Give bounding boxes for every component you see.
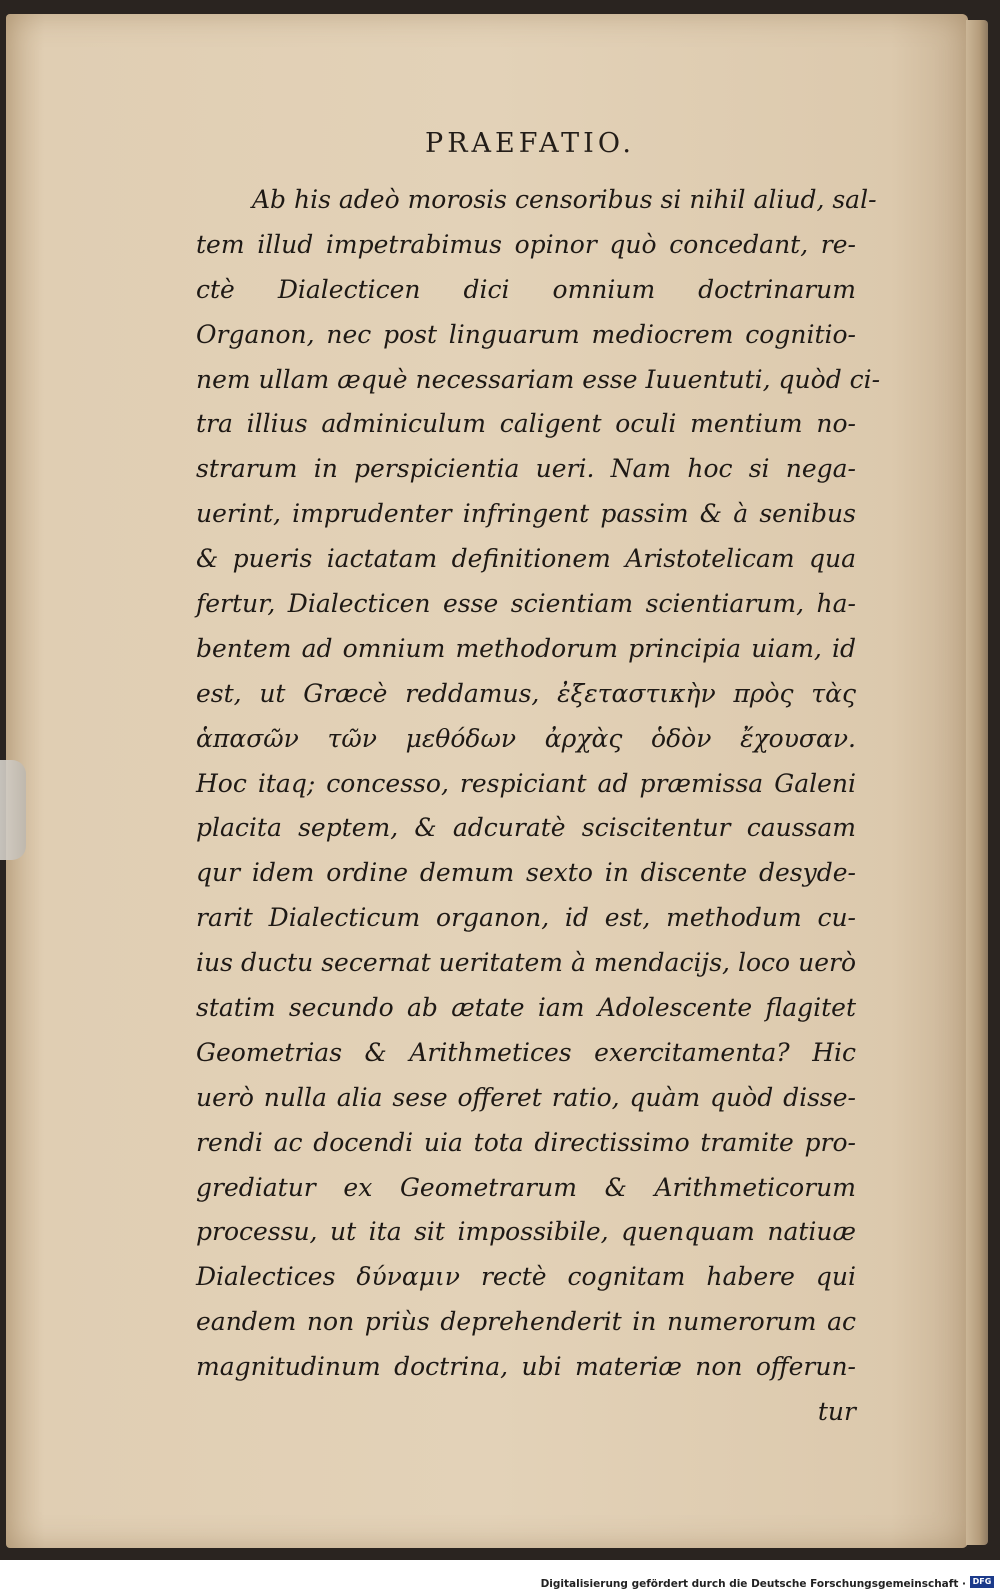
dfg-logo: DFG bbox=[970, 1576, 994, 1588]
text-line: eandem non priùs deprehenderit in numerorum ac bbox=[196, 1307, 856, 1337]
text-line: tra illius adminiculum caligent oculi mentium no- bbox=[196, 409, 856, 439]
text-line: grediatur ex Geometrarum & Arithmeticorum bbox=[196, 1172, 856, 1202]
text-line: bentem ad omnium methodorum principia uiam, id bbox=[196, 633, 856, 663]
text-line: Hoc itaq; concesso, respiciant ad præmissa Galeni bbox=[196, 768, 856, 798]
text-line: est, ut Græcè reddamus, ἐξεταστικὴν πρὸς τὰς bbox=[196, 678, 856, 708]
text-line: placita septem, & adcuratè sciscitentur caussam bbox=[196, 813, 856, 843]
text-line: ctè Dialecticen dici omnium doctrinarum bbox=[196, 274, 856, 304]
text-line: uerint, imprudenter infringent passim & à senibus bbox=[196, 499, 856, 529]
clasp-strap bbox=[0, 760, 26, 860]
text-line: Dialectices δύναμιν rectè cognitam habere qui bbox=[196, 1262, 856, 1292]
text-line: Geometrias & Arithmetices exercitamenta? Hic bbox=[196, 1037, 856, 1067]
page-edge bbox=[966, 20, 988, 1545]
text-line: qur idem ordine demum sexto in discente desyde- bbox=[196, 858, 856, 888]
text-line: Ab his adeò morosis censoribus si nihil aliud, sal- bbox=[252, 185, 877, 214]
text-line: statim secundo ab ætate iam Adolescente flagitet bbox=[196, 993, 856, 1023]
catchword: tur bbox=[817, 1397, 856, 1427]
text-line: Organon, nec post linguarum mediocrem cognitio- bbox=[196, 319, 856, 349]
body-text bbox=[196, 178, 881, 1435]
funding-credit: Digitalisierung gefördert durch die Deutsche Forschungsgemeinschaft · bbox=[540, 1578, 966, 1590]
text-line: strarum in perspicientia ueri. Nam hoc si nega- bbox=[196, 454, 856, 484]
text-line: magnitudinum doctrina, ubi materiæ non offerun- bbox=[196, 1352, 856, 1382]
text-line: tem illud impetrabimus opinor quò concedant, re- bbox=[196, 229, 856, 259]
page-heading: PRAEFATIO. bbox=[425, 128, 635, 159]
text-line: ius ductu secernat ueritatem à mendacijs, loco uerò bbox=[196, 948, 856, 978]
text-line: & pueris iactatam definitionem Aristotelicam qua bbox=[196, 544, 856, 574]
text-line: processu, ut ita sit impossibile, quenquam natiuæ bbox=[196, 1217, 856, 1247]
text-line: rarit Dialecticum organon, id est, methodum cu- bbox=[196, 903, 856, 933]
text-line: ἁπασῶν τῶν μεθόδων ἀρχὰς ὁδὸν ἔχουσαν. bbox=[196, 723, 856, 753]
text-line: rendi ac docendi uia tota directissimo tramite pro- bbox=[196, 1127, 856, 1157]
text-line: fertur, Dialecticen esse scientiam scientiarum, ha- bbox=[196, 589, 856, 619]
text-line: uerò nulla alia sese offeret ratio, quàm quòd disse- bbox=[196, 1082, 856, 1112]
text-line: nem ullam æquè necessariam esse Iuuentuti, quòd ci- bbox=[196, 364, 881, 394]
